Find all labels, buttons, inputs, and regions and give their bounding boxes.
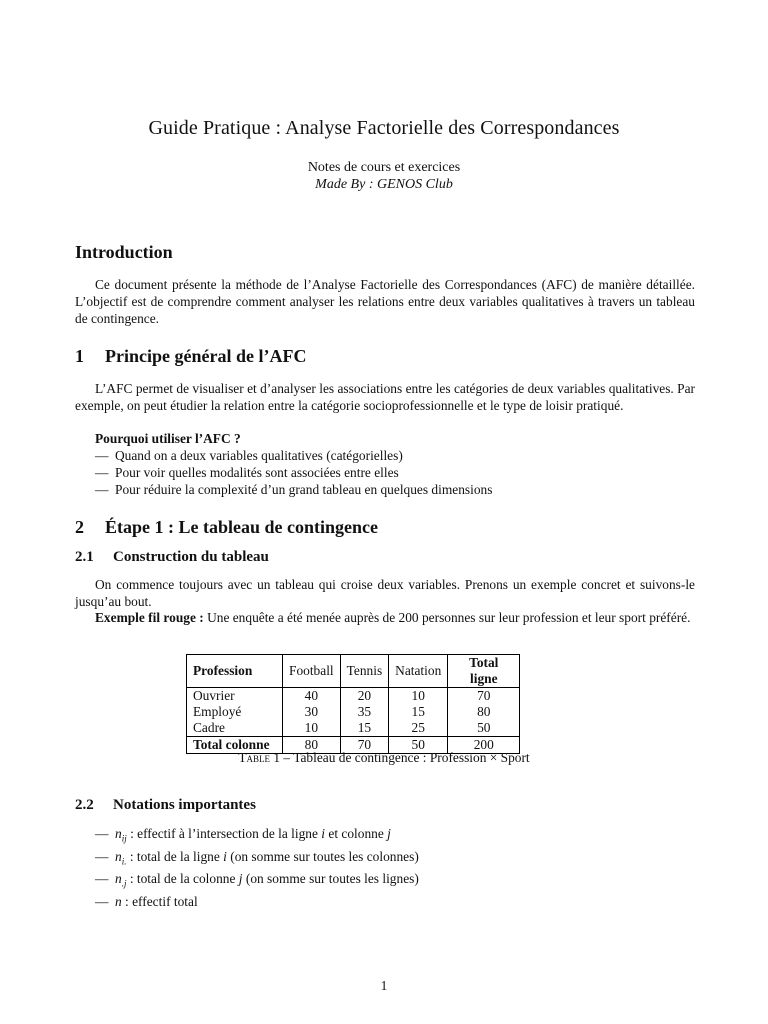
table-header-cell: Total ligne	[448, 655, 520, 688]
table-cell: 10	[389, 688, 448, 705]
table-row	[187, 704, 520, 720]
dash-bullet: —	[95, 448, 109, 463]
subsection-2-1-title: Construction du tableau	[113, 549, 269, 565]
notation-subscript: .j	[121, 879, 127, 890]
table-cell: 200	[448, 737, 520, 754]
table-caption-text: – Tableau de contingence : Profession × Sport	[280, 750, 530, 765]
notation-variable: i	[321, 826, 326, 841]
notation-variable: i	[223, 848, 227, 864]
notations-list	[95, 825, 419, 910]
page-number: 1	[380, 978, 388, 993]
section-1-number: 1	[75, 346, 84, 366]
dash-bullet: —	[95, 465, 109, 480]
subsection-2-2-heading	[75, 797, 256, 814]
section-1-text: L’AFC permet de visualiser et d’analyser les associations entre les catégories de deux variables qualitatives. Par exemple, on peut étudier la relation entre la catégorie socioprofessionnelle et le type de loisir pratiqué.	[75, 381, 695, 413]
notation-text: : total de la ligne	[126, 848, 224, 864]
table-cell: Cadre	[187, 720, 283, 737]
table-row	[187, 720, 520, 737]
subsection-2-1-heading	[75, 549, 269, 566]
list-item	[95, 870, 419, 893]
list-item	[95, 848, 419, 871]
list-item-text: Quand on a deux variables qualitatives (catégorielles)	[115, 448, 403, 463]
dash-bullet: —	[95, 848, 109, 864]
why-afc-label: Pourquoi utiliser l’AFC ?	[95, 431, 241, 446]
list-item	[95, 893, 419, 910]
subsection-2-1-number: 2.1	[75, 549, 94, 565]
table-cell: 80	[283, 737, 341, 754]
subsection-2-2-number: 2.2	[75, 797, 94, 813]
introduction-heading: Introduction	[75, 242, 173, 262]
table-cell: 15	[389, 704, 448, 720]
document-author: Made By : GENOS Club	[315, 177, 453, 192]
example-paragraph	[75, 609, 695, 626]
notation-symbol: n	[115, 826, 122, 841]
table-header-cell: Tennis	[340, 655, 389, 688]
notation-variable: j	[238, 871, 243, 887]
dash-bullet: —	[95, 894, 109, 910]
subsection-2-1-paragraph	[75, 576, 695, 610]
notation-symbol: n	[115, 848, 122, 864]
contingency-table	[186, 654, 520, 754]
example-label: Exemple fil rouge :	[95, 610, 204, 625]
dash-bullet: —	[95, 826, 109, 841]
example-text: Une enquête a été menée auprès de 200 personnes sur leur profession et leur sport préféré.	[203, 610, 691, 625]
table-cell: 50	[389, 737, 448, 754]
dash-bullet: —	[95, 482, 109, 497]
document-subtitle: Notes de cours et exercices	[307, 160, 461, 175]
notation-text: : effectif total	[121, 894, 198, 910]
table-cell: 70	[340, 737, 389, 754]
table-cell: 20	[340, 688, 389, 705]
why-afc-list	[95, 447, 492, 498]
table-header-cell: Natation	[389, 655, 448, 688]
notation-text: et colonne	[325, 826, 388, 841]
table-cell: Employé	[187, 704, 283, 720]
list-item-text: Pour réduire la complexité d’un grand tableau en quelques dimensions	[115, 482, 493, 497]
notation-text: (on somme sur toutes les lignes)	[242, 871, 419, 887]
table-caption-label: Table 1	[238, 750, 281, 765]
section-2-heading	[75, 517, 378, 538]
document-title: Guide Pratique : Analyse Factorielle des Correspondances	[148, 117, 620, 139]
table-cell: 30	[283, 704, 341, 720]
list-item	[95, 464, 492, 481]
table-cell: 50	[448, 720, 520, 737]
subsection-2-1-text: On commence toujours avec un tableau qui croise deux variables. Prenons un exemple concret et suivons-le jusqu’au bout.	[75, 577, 695, 609]
notation-text: : total de la colonne	[126, 871, 239, 887]
table-header-row	[187, 655, 520, 688]
table-header-cell: Profession	[187, 655, 283, 688]
table-cell: 80	[448, 704, 520, 720]
notation-text: (on somme sur toutes les colonnes)	[226, 848, 419, 864]
table-cell: 15	[340, 720, 389, 737]
table-cell: 10	[283, 720, 341, 737]
table-header-cell: Football	[283, 655, 341, 688]
section-2-number: 2	[75, 517, 84, 537]
notation-variable: j	[387, 826, 391, 841]
dash-bullet: —	[95, 871, 109, 887]
list-item	[95, 481, 492, 498]
notation-symbol: n	[115, 871, 122, 887]
section-2-title: Étape 1 : Le tableau de contingence	[105, 517, 378, 537]
table-cell: Ouvrier	[187, 688, 283, 705]
notation-subscript: ij	[121, 833, 127, 844]
notation-symbol: n	[115, 894, 122, 910]
section-1-heading	[75, 346, 306, 367]
introduction-text: Ce document présente la méthode de l’Analyse Factorielle des Correspondances (AFC) de manière détaillée. L’objectif est de comprendre comment analyser les relations entre deux variables qualitatives à travers un tableau de contingence.	[75, 277, 695, 326]
table-cell: 70	[448, 688, 520, 705]
list-item	[95, 825, 419, 848]
section-1-paragraph	[75, 380, 695, 414]
notation-text: : effectif à l’intersection de la ligne	[126, 826, 322, 841]
list-item	[95, 447, 492, 464]
table-cell: 35	[340, 704, 389, 720]
list-item-text: Pour voir quelles modalités sont associées entre elles	[115, 465, 399, 480]
introduction-paragraph	[75, 276, 695, 327]
section-1-title: Principe général de l’AFC	[105, 346, 307, 366]
subsection-2-2-title: Notations importantes	[113, 797, 256, 813]
table-row	[187, 688, 520, 705]
table-caption	[0, 750, 768, 766]
table-cell: 40	[283, 688, 341, 705]
notation-subscript: i.	[121, 856, 127, 867]
table-cell: Total colonne	[187, 737, 283, 754]
table-cell: 25	[389, 720, 448, 737]
